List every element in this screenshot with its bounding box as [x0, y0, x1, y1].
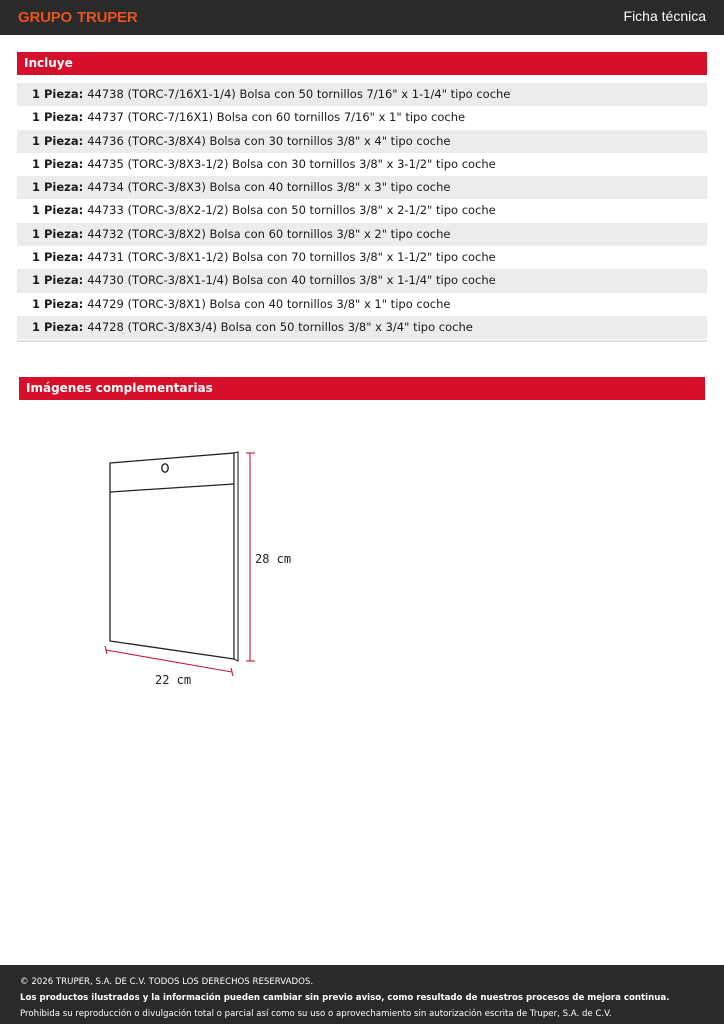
- footer-prohibition: Prohibida su reproducción o divulgación total o parcial así como su uso o aprovechamiento sin autorización escrita de Truper, S.A. de C.V.: [20, 1009, 612, 1019]
- item-quantity: 1 Pieza:: [32, 133, 84, 148]
- list-item: [17, 269, 707, 292]
- item-quantity: 1 Pieza:: [32, 180, 84, 195]
- footer-notice: Los productos ilustrados y la información pueden cambiar sin previo aviso, como resultado de nuestros procesos de mejora continua.: [20, 993, 670, 1003]
- item-quantity: 1 Pieza:: [32, 250, 84, 265]
- list-item: [17, 130, 707, 153]
- top-header-bar: [0, 0, 724, 35]
- document-type-label: Ficha técnica: [623, 8, 706, 24]
- height-dimension-label: 28 cm: [255, 552, 292, 566]
- list-item: [17, 246, 707, 269]
- footer-copyright: © 2026 TRUPER, S.A. DE C.V. TODOS LOS DERECHOS RESERVADOS.: [20, 977, 314, 987]
- logo-word-grupo: GRUPO: [18, 9, 73, 26]
- item-quantity: 1 Pieza:: [32, 319, 84, 334]
- item-quantity: 1 Pieza:: [32, 87, 84, 101]
- item-description: 44735 (TORC-3/8X3-1/2) Bolsa con 30 tornillos 3/8" x 3-1/2" tipo coche: [87, 156, 496, 171]
- item-description: 44729 (TORC-3/8X1) Bolsa con 40 tornillos 3/8" x 1" tipo coche: [87, 296, 451, 311]
- list-item: [17, 199, 707, 222]
- bag-dimensions-diagram: [95, 445, 305, 695]
- item-quantity: 1 Pieza:: [32, 273, 84, 288]
- item-quantity: 1 Pieza:: [32, 156, 84, 171]
- list-item: [17, 83, 707, 106]
- item-description: 44738 (TORC-7/16X1-1/4) Bolsa con 50 tornillos 7/16" x 1-1/4" tipo coche: [87, 87, 511, 101]
- footer: [0, 965, 724, 1024]
- includes-list: [17, 83, 707, 339]
- item-description: 44737 (TORC-7/16X1) Bolsa con 60 tornillos 7/16" x 1" tipo coche: [87, 110, 466, 125]
- item-description: 44733 (TORC-3/8X2-1/2) Bolsa con 50 tornillos 3/8" x 2-1/2" tipo coche: [87, 203, 496, 218]
- list-item: [17, 106, 707, 129]
- item-quantity: 1 Pieza:: [32, 296, 84, 311]
- list-item: [17, 223, 707, 246]
- item-description: 44732 (TORC-3/8X2) Bolsa con 60 tornillos 3/8" x 2" tipo coche: [87, 226, 451, 241]
- complementary-images-section-header: Imágenes complementarias: [19, 377, 705, 400]
- list-item: [17, 176, 707, 199]
- item-description: 44736 (TORC-3/8X4) Bolsa con 30 tornillos 3/8" x 4" tipo coche: [87, 133, 451, 148]
- bag-side-edge: [234, 452, 238, 661]
- item-quantity: 1 Pieza:: [32, 203, 84, 218]
- height-dimension-line: [246, 453, 255, 661]
- logo-word-truper: TRUPER: [77, 9, 138, 26]
- bag-illustration: [95, 445, 305, 695]
- bag-outline: [110, 453, 234, 659]
- item-description: 44728 (TORC-3/8X3/4) Bolsa con 50 tornillos 3/8" x 3/4" tipo coche: [87, 319, 473, 334]
- list-item: [17, 316, 707, 339]
- includes-list-divider: [17, 340, 707, 342]
- width-dimension-label: 22 cm: [155, 673, 192, 687]
- list-item: [17, 293, 707, 316]
- item-quantity: 1 Pieza:: [32, 226, 84, 241]
- truper-logo: [18, 9, 138, 26]
- includes-section-header: Incluye: [17, 52, 707, 75]
- item-description: 44730 (TORC-3/8X1-1/4) Bolsa con 40 tornillos 3/8" x 1-1/4" tipo coche: [87, 273, 496, 288]
- item-description: 44731 (TORC-3/8X1-1/2) Bolsa con 70 tornillos 3/8" x 1-1/2" tipo coche: [87, 250, 496, 265]
- item-description: 44734 (TORC-3/8X3) Bolsa con 40 tornillos 3/8" x 3" tipo coche: [87, 180, 451, 195]
- item-quantity: 1 Pieza:: [32, 110, 84, 125]
- list-item: [17, 153, 707, 176]
